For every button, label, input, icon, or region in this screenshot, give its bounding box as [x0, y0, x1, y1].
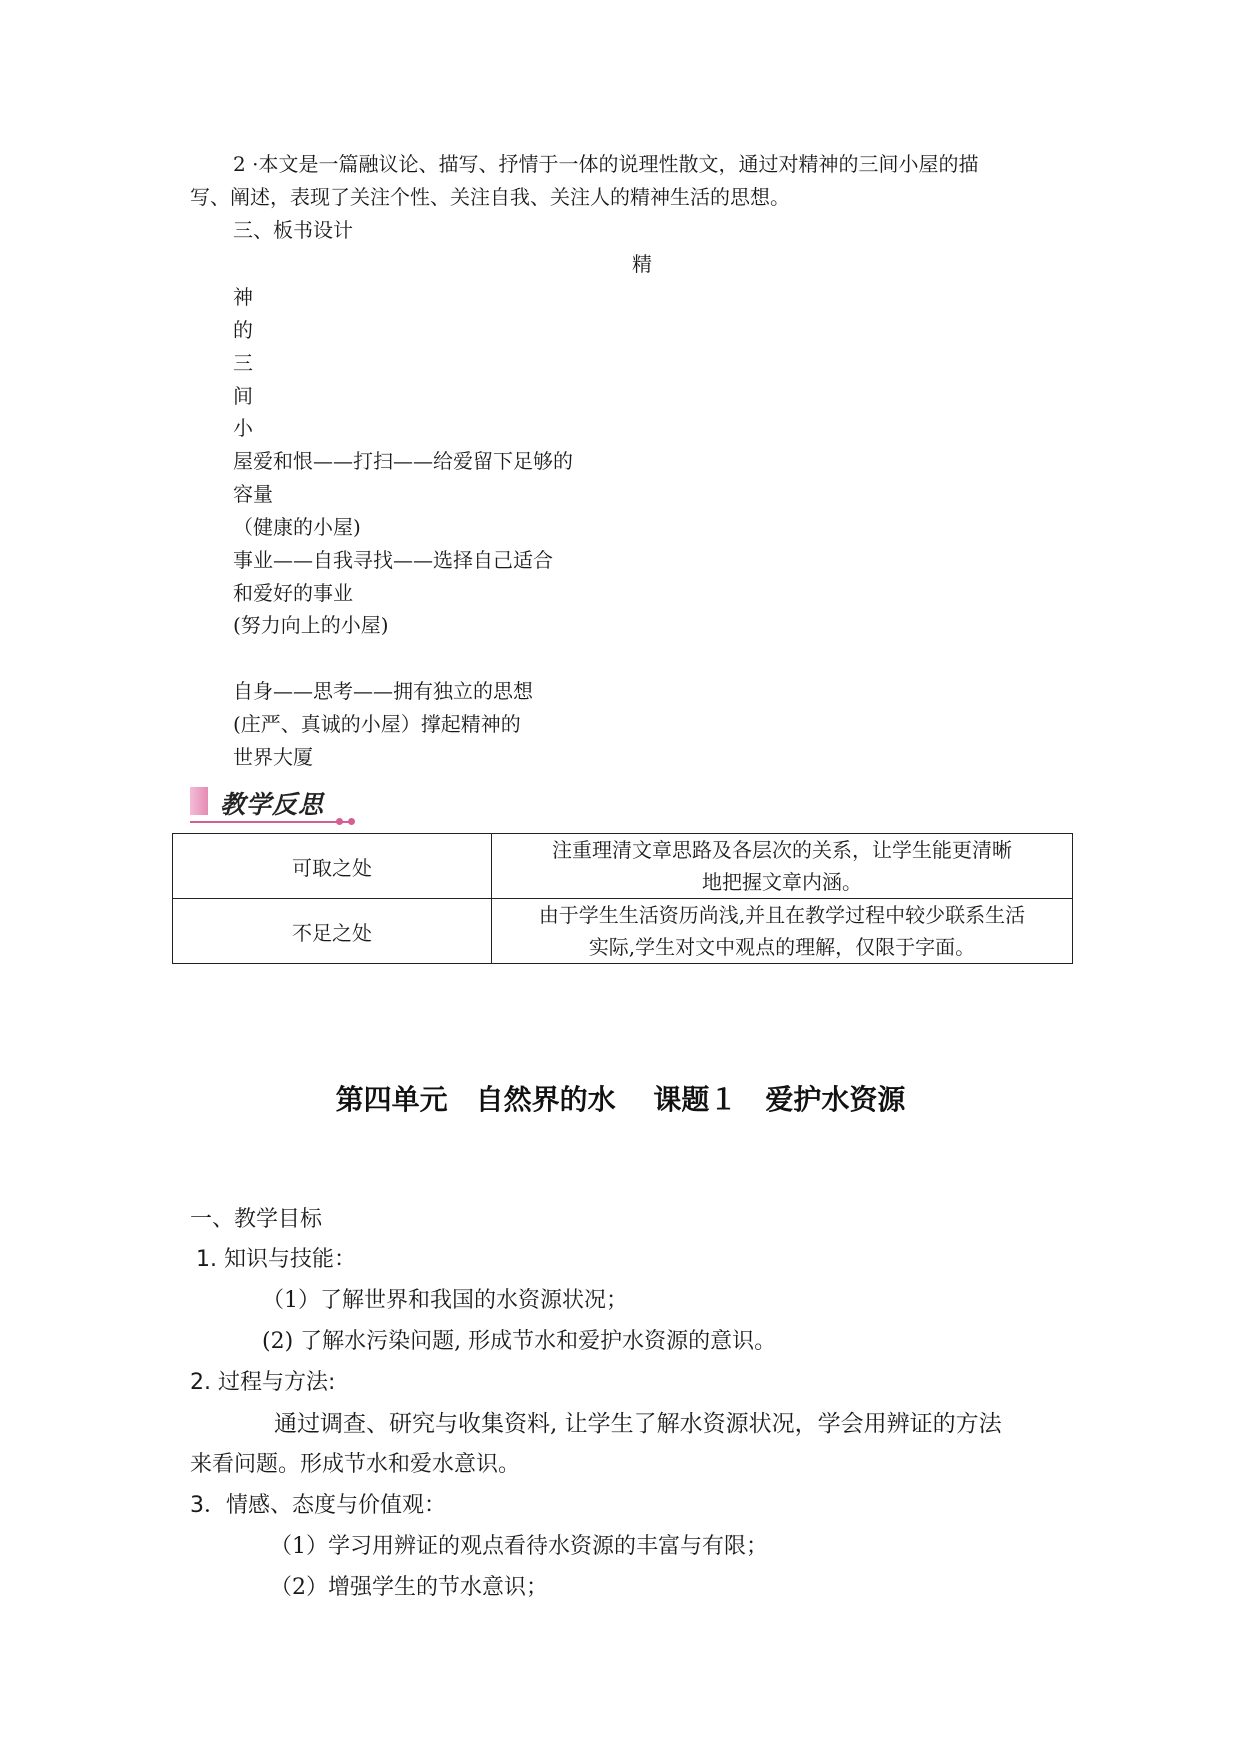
board-top-char: 精	[632, 252, 652, 276]
process-line-1: 通过调查、研究与收集资料, 让学生了解水资源状况，学会用辨证的方法	[274, 1411, 1002, 1437]
emotion-item-1: （1）学习用辨证的观点看待水资源的丰富与有限；	[270, 1534, 768, 1559]
objectives-heading: 一、教学目标	[190, 1207, 323, 1232]
board-design-heading: 三、板书设计	[233, 218, 353, 242]
row-label: 不足之处	[173, 899, 492, 964]
row-value-line: 地把握文章内涵。	[702, 870, 862, 894]
badge-dot-icon	[348, 818, 355, 825]
point-2-line-2: 写、阐述，表现了关注个性、关注自我、关注人的精神生活的思想。	[190, 185, 790, 209]
teaching-reflection-badge	[190, 783, 360, 825]
board-line: 世界大厦	[233, 745, 313, 769]
board-line: （健康的小屋)	[233, 515, 361, 539]
board-line: 屋爱和恨——打扫——给爱留下足够的	[233, 449, 573, 473]
badge-dot-icon	[336, 818, 343, 825]
board-line: 容量	[233, 482, 273, 506]
row-label: 可取之处	[173, 834, 492, 899]
row-value-line: 实际,学生对文中观点的理解，仅限于字面。	[588, 935, 976, 959]
emotion-heading: 3．情感、态度与价值观：	[190, 1493, 446, 1518]
table-row	[173, 834, 1073, 899]
row-value-line: 由于学生生活资历尚浅,并且在教学过程中较少联系生活	[538, 903, 1026, 927]
board-vertical-char: 三	[233, 351, 253, 375]
row-value	[492, 899, 1073, 964]
point-2-line-1: 2 ·本文是一篇融议论、描写、抒情于一体的说理性散文，通过对精神的三间小屋的描	[233, 152, 979, 176]
board-vertical-char: 神	[233, 285, 253, 309]
badge-accent-block	[190, 787, 208, 815]
knowledge-heading: 1. 知识与技能：	[196, 1247, 356, 1272]
process-line-2: 来看问题。形成节水和爱水意识。	[190, 1452, 521, 1477]
reflection-table	[172, 833, 1073, 964]
row-value	[492, 834, 1073, 899]
board-line: 事业——自我寻找——选择自己适合	[233, 548, 553, 572]
board-line: (庄严、真诚的小屋）撑起精神的	[233, 712, 521, 736]
board-line: (努力向上的小屋)	[233, 613, 389, 637]
board-line: 和爱好的事业	[233, 581, 353, 605]
row-value-line: 注重理清文章思路及各层次的关系，让学生能更清晰	[552, 838, 1012, 862]
board-vertical-char: 的	[233, 318, 253, 342]
board-line: 自身——思考——拥有独立的思想	[233, 679, 533, 703]
knowledge-item-2: (2) 了解水污染问题, 形成节水和爱护水资源的意识。	[262, 1329, 777, 1354]
board-vertical-char: 小	[233, 416, 253, 440]
board-vertical-char: 间	[233, 384, 253, 408]
process-heading: 2. 过程与方法:	[190, 1370, 336, 1395]
badge-title: 教学反思	[220, 790, 325, 819]
unit-title: 第四单元 自然界的水 课题１ 爱护水资源	[335, 1083, 906, 1116]
knowledge-item-1: （1）了解世界和我国的水资源状况；	[262, 1288, 628, 1313]
emotion-item-2: （2）增强学生的节水意识；	[270, 1575, 548, 1600]
badge-underline	[190, 821, 352, 823]
table-row	[173, 899, 1073, 964]
